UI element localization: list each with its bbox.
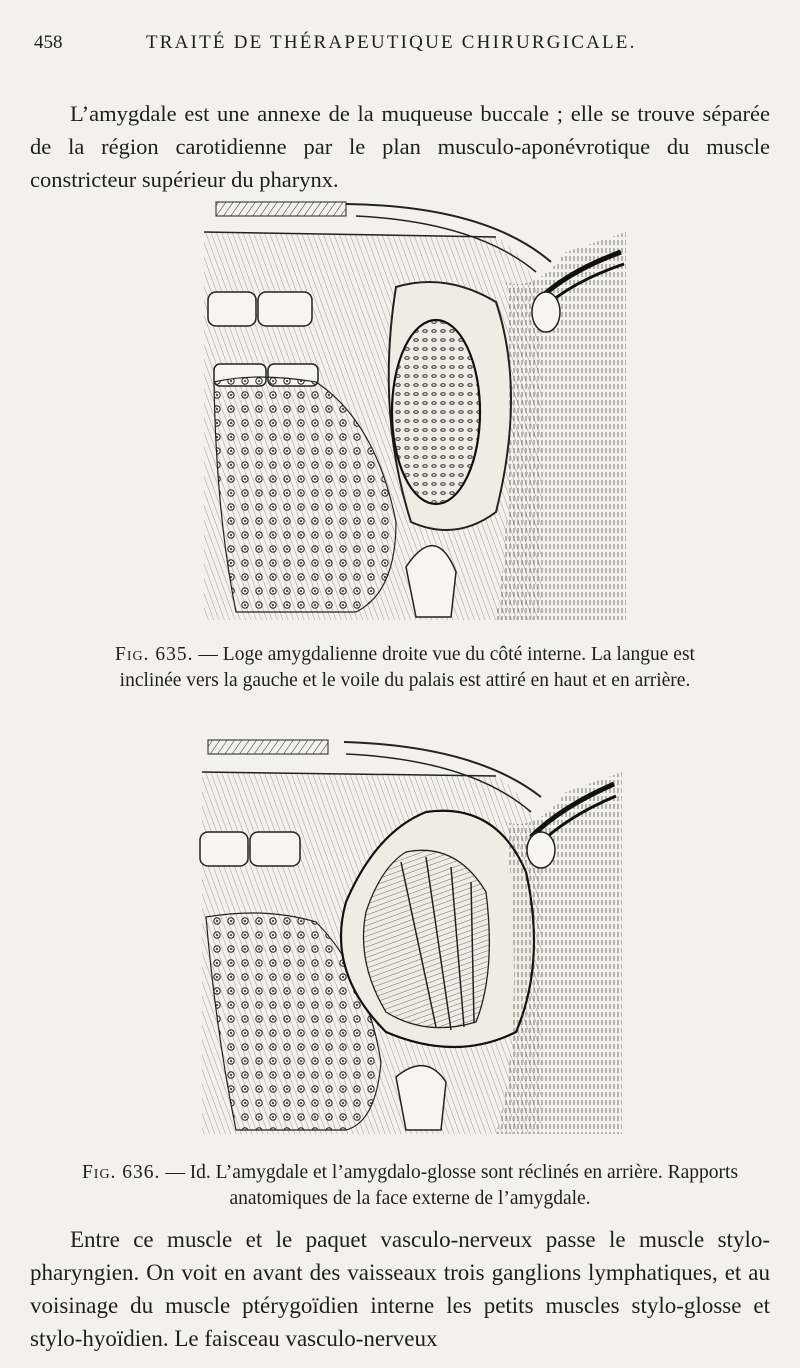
paragraph-bottom: Entre ce muscle et le paquet vasculo-nerveux passe le muscle stylo-pharyngien. On voit en avant des vaisseaux trois ganglions lymphatiques, et au voisinage du muscle ptérygoïdien interne les petits muscles stylo-glosse et stylo-hyoïdien. Le faisceau vasculo-nerveux: [30, 1227, 770, 1351]
figure-636-caption: [70, 1160, 750, 1212]
figure-636-label: Fig. 636.: [81, 1161, 161, 1183]
figure-636-caption-text: — Id. L’amygdale et l’amygdalo-glosse sont réclinés en arrière. Rapports anatomiques de la face externe de l’amygdale.: [165, 1161, 739, 1209]
running-header: [34, 30, 770, 60]
figure-636-illustration: [196, 732, 622, 1134]
paragraph-top: L’amygdale est une annexe de la muqueuse buccale ; elle se trouve séparée de la région carotidienne par le plan musculo-aponévrotique du muscle constricteur supérieur du pharynx.: [30, 100, 770, 192]
page-number: 458: [34, 32, 63, 53]
figure-635-caption: [110, 642, 700, 694]
header-title: TRAITÉ DE THÉRAPEUTIQUE CHIRURGICALE.: [146, 32, 637, 53]
figure-635-caption-text: — Loge amygdalienne droite vue du côté interne. La langue est inclinée vers la gauche et le voile du palais est attiré en haut et en arrière.: [119, 643, 695, 691]
figure-635-drawing: [196, 192, 630, 620]
figure-635-label: Fig. 635.: [115, 643, 194, 665]
figure-635-illustration: [196, 192, 630, 620]
figure-636-drawing: [196, 732, 622, 1134]
